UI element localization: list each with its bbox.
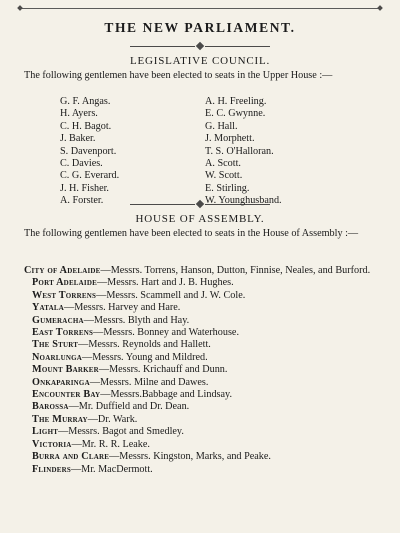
legislative-council-intro: The following gentlemen have been elected to seats in the Upper House :— <box>24 70 333 81</box>
section-heading-house-of-assembly: HOUSE OF ASSEMBLY. <box>135 213 265 225</box>
constituency-name: Burra and Clare <box>32 451 110 463</box>
section-heading-legislative-council: LEGISLATIVE COUNCIL. <box>129 55 271 67</box>
constituency-name: City of Adelaide <box>24 265 101 276</box>
constituency-entry <box>24 439 382 451</box>
constituency-name: Encounter Bay <box>32 389 101 401</box>
constituency-members: —Messrs. Bagot and Smedley. <box>58 426 184 438</box>
constituency-name: Onkaparinga <box>32 376 90 388</box>
council-name-right: E. C. Gwynne. <box>205 108 266 120</box>
council-name-left: J. Baker. <box>60 133 96 145</box>
constituency-members: —Mr. MacDermott. <box>70 463 153 475</box>
ornamental-rule-middle <box>130 200 270 208</box>
constituency-entry <box>24 401 382 413</box>
constituency-members: —Messrs. Hart and J. B. Hughes. <box>96 277 234 289</box>
constituency-list <box>24 265 382 476</box>
constituency-members: —Messrs. Young and Mildred. <box>82 351 208 363</box>
constituency-entry <box>24 426 382 438</box>
rule-ornament <box>196 42 204 50</box>
council-name-right: A. H. Freeling. <box>205 96 267 107</box>
council-name-left: C. Davies. <box>60 158 103 170</box>
constituency-members: —Messrs. Krichauff and Dunn. <box>98 364 228 376</box>
rule-line-left <box>130 46 195 47</box>
constituency-members: —Messrs. Blyth and Hay. <box>83 314 190 326</box>
constituency-entry <box>24 364 382 376</box>
constituency-name: The Murray <box>32 413 88 425</box>
constituency-entry <box>24 277 382 289</box>
constituency-name: Light <box>32 426 59 438</box>
council-names-grid <box>60 96 360 208</box>
constituency-name: Yatala <box>32 302 65 314</box>
constituency-members: —Mr. R. R. Leake. <box>71 438 150 450</box>
constituency-entry <box>24 302 382 314</box>
council-name-left: H. Ayers. <box>60 108 98 120</box>
constituency-name: Mount Barker <box>32 364 99 376</box>
constituency-members: —Messrs. Torrens, Hanson, Dutton, Finnise, Neales, and Burford. <box>100 265 371 276</box>
council-name-right: J. Morphett. <box>205 133 255 145</box>
page-title: THE NEW PARLIAMENT. <box>104 20 296 35</box>
council-name-left: S. Davenport. <box>60 145 117 157</box>
constituency-name: Barossa <box>32 401 69 413</box>
council-name-right: E. Stirling. <box>205 182 250 194</box>
rule-line-right <box>205 46 270 47</box>
constituency-entry <box>24 265 382 277</box>
constituency-entry <box>24 377 382 389</box>
constituency-entry <box>24 414 382 426</box>
constituency-entry <box>24 327 382 339</box>
constituency-name: Victoria <box>32 438 72 450</box>
constituency-name: East Torrens <box>32 327 94 339</box>
constituency-entry <box>24 389 382 401</box>
constituency-name: The Sturt <box>32 339 79 351</box>
council-name-right: A. Scott. <box>205 158 241 170</box>
council-name-left: G. F. Angas. <box>60 96 111 107</box>
council-name-right: G. Hall. <box>205 120 238 132</box>
constituency-members: —Mr. Duffield and Dr. Dean. <box>68 401 190 413</box>
constituency-name: Port Adelaide <box>32 277 97 289</box>
constituency-entry <box>24 352 382 364</box>
rule-line-left <box>130 204 195 205</box>
constituency-members: —Messrs.Babbage and Lindsay. <box>100 389 233 401</box>
council-name-right: W. Scott. <box>205 170 243 182</box>
rule-line-right <box>205 204 270 205</box>
constituency-name: Noarlunga <box>32 351 82 363</box>
council-name-left: A. Forster. <box>60 195 104 207</box>
council-name-right: T. S. O'Halloran. <box>205 145 274 157</box>
constituency-entry <box>24 290 382 302</box>
constituency-members: —Messrs. Harvey and Hare. <box>64 302 181 314</box>
constituency-name: Flinders <box>32 463 71 475</box>
ornamental-rule-top <box>130 42 270 50</box>
constituency-members: —Messrs. Bonney and Waterhouse. <box>93 327 239 339</box>
constituency-entry <box>24 315 382 327</box>
constituency-members: —Messrs. Milne and Dawes. <box>89 376 209 388</box>
council-name-left: C. G. Everard. <box>60 170 120 182</box>
constituency-name: Gumeracha <box>32 314 84 326</box>
constituency-members: —Messrs. Reynolds and Hallett. <box>78 339 211 351</box>
constituency-members: —Messrs. Scammell and J. W. Cole. <box>96 289 246 301</box>
constituency-members: —Messrs. Kingston, Marks, and Peake. <box>109 451 271 463</box>
rule-ornament <box>196 200 204 208</box>
council-name-left: J. H. Fisher. <box>60 182 109 194</box>
council-name-left: C. H. Bagot. <box>60 120 112 132</box>
house-of-assembly-intro: The following gentlemen have been elected to seats in the House of Assembly :— <box>24 228 359 239</box>
top-rule <box>18 8 382 9</box>
constituency-members: —Dr. Wark. <box>87 413 138 425</box>
constituency-entry <box>24 451 382 463</box>
constituency-name: West Torrens <box>32 289 97 301</box>
constituency-entry <box>24 464 382 476</box>
council-name-right: W. Younghusband. <box>205 195 282 207</box>
constituency-entry <box>24 339 382 351</box>
